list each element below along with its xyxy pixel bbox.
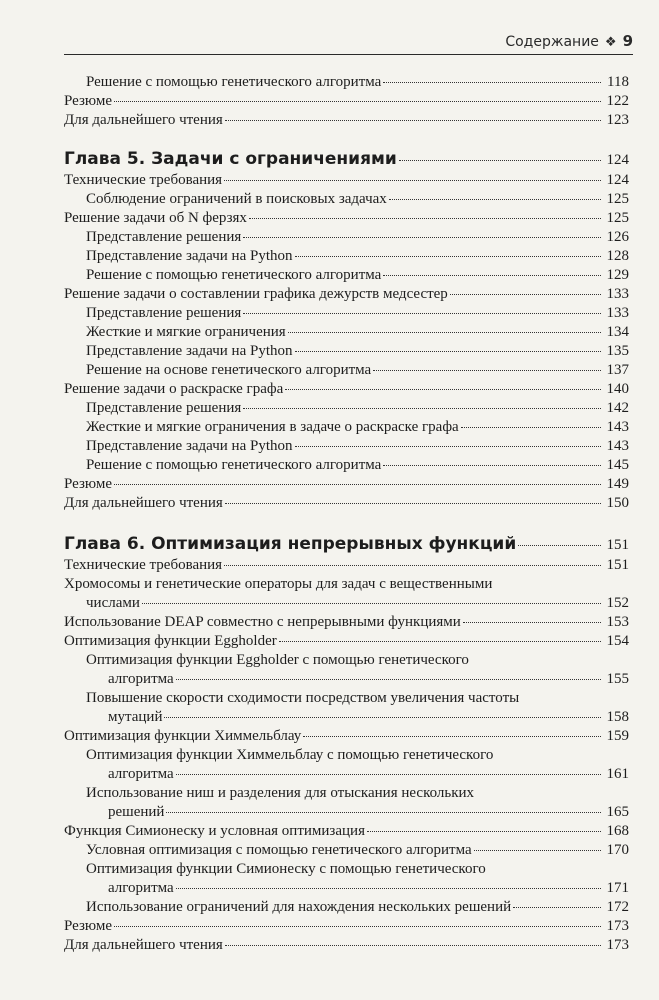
toc-entry[interactable]: Решение с помощью генетического алгоритма 145 [86, 457, 629, 473]
toc-entry[interactable]: Жесткие и мягкие ограничения 134 [86, 324, 629, 340]
spacer [64, 513, 629, 533]
toc-entry[interactable]: Решение задачи о раскраске графа 140 [64, 381, 629, 397]
toc-entry[interactable]: Повышение скорости сходимости посредством увеличения частоты мутаций 158 [86, 690, 629, 725]
toc-entry[interactable]: Решение задачи о составлении графика дежурств медсестер 133 [64, 286, 629, 302]
chapter-heading[interactable]: Глава 5. Задачи с ограничениями 124 [64, 149, 629, 169]
page-number: 9 [622, 32, 633, 50]
toc-entry[interactable]: Резюме 149 [64, 476, 629, 492]
toc-entry[interactable]: Оптимизация функции Симионеску с помощью генетического алгоритма 171 [86, 861, 629, 896]
toc-entry[interactable]: Оптимизация функции Eggholder 154 [64, 633, 629, 649]
chapter-heading[interactable]: Глава 6. Оптимизация непрерывных функций 151 [64, 534, 629, 554]
toc-entry[interactable]: Оптимизация функции Eggholder с помощью генетического алгоритма 155 [86, 652, 629, 687]
toc-entry[interactable]: Решение задачи об N ферзях 125 [64, 210, 629, 226]
section-title: Содержание [505, 34, 599, 50]
toc-entry[interactable]: Соблюдение ограничений в поисковых задачах 125 [86, 191, 629, 207]
toc-entry[interactable]: Представление решения 126 [86, 229, 629, 245]
toc-entry[interactable]: Оптимизация функции Химмельблау с помощью генетического алгоритма 161 [86, 747, 629, 782]
toc-entry[interactable]: Представление решения 133 [86, 305, 629, 321]
toc-entry[interactable]: Технические требования 151 [64, 557, 629, 573]
toc-entry[interactable]: Решение на основе генетического алгоритма 137 [86, 362, 629, 378]
toc-entry[interactable]: Резюме 122 [64, 93, 629, 109]
toc-entry[interactable]: Представление задачи на Python 143 [86, 438, 629, 454]
running-header [64, 24, 633, 55]
spacer [64, 130, 629, 148]
toc-entry[interactable]: Хромосомы и генетические операторы для задач с вещественными числами 152 [64, 576, 629, 611]
toc-entry[interactable]: Резюме 173 [64, 918, 629, 934]
toc-entry[interactable]: Условная оптимизация с помощью генетического алгоритма 170 [86, 842, 629, 858]
toc-entry[interactable]: Использование ниш и разделения для отыскания нескольких решений 165 [86, 785, 629, 820]
fleuron-icon: ❖ [604, 35, 617, 50]
toc-entry[interactable]: Для дальнейшего чтения 123 [64, 112, 629, 128]
toc-entry[interactable]: Представление задачи на Python 135 [86, 343, 629, 359]
toc-entry[interactable]: Представление решения 142 [86, 400, 629, 416]
table-of-contents [64, 73, 629, 955]
toc-entry[interactable]: Технические требования 124 [64, 172, 629, 188]
toc-entry[interactable]: Для дальнейшего чтения 173 [64, 937, 629, 953]
running-head-text [505, 32, 633, 50]
toc-entry[interactable]: Решение с помощью генетического алгоритма 118 [86, 74, 629, 90]
toc-entry[interactable]: Для дальнейшего чтения 150 [64, 495, 629, 511]
toc-entry[interactable]: Использование DEAP совместно с непрерывными функциями 153 [64, 614, 629, 630]
toc-entry[interactable]: Представление задачи на Python 128 [86, 248, 629, 264]
toc-entry[interactable]: Использование ограничений для нахождения нескольких решений 172 [86, 899, 629, 915]
toc-entry[interactable]: Решение с помощью генетического алгоритма 129 [86, 267, 629, 283]
toc-entry[interactable]: Функция Симионеску и условная оптимизация 168 [64, 823, 629, 839]
toc-entry[interactable]: Жесткие и мягкие ограничения в задаче о раскраске графа 143 [86, 419, 629, 435]
toc-entry[interactable]: Оптимизация функции Химмельблау 159 [64, 728, 629, 744]
